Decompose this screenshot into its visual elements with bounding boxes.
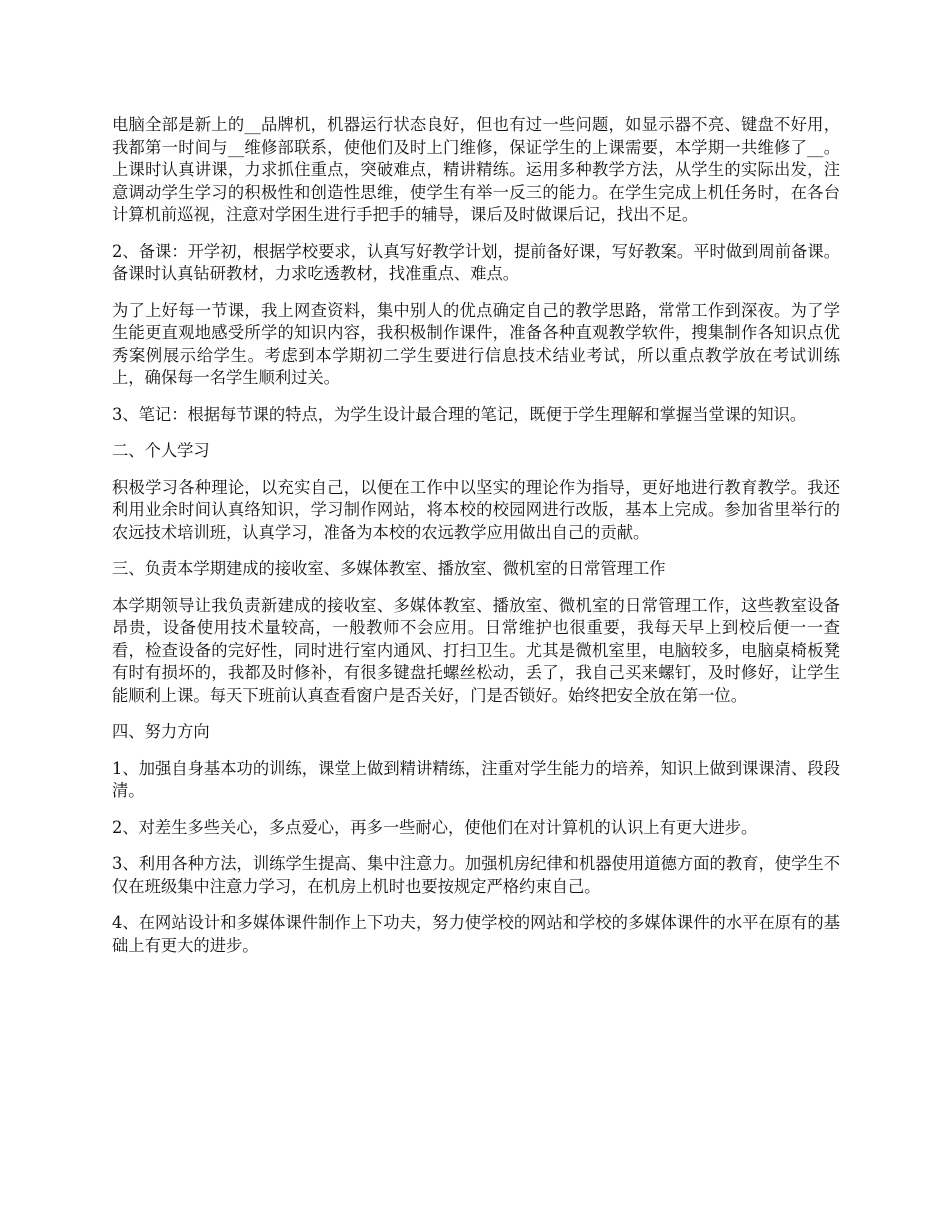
paragraph-direction-1: 1、加强自身基本功的训练，课堂上做到精讲精练，注重对学生能力的培养，知识上做到课课清、段段清。 bbox=[112, 758, 840, 800]
heading-personal-study: 二、个人学习 bbox=[112, 441, 210, 460]
heading-direction: 四、努力方向 bbox=[112, 722, 210, 741]
paragraph-lesson-prep: 2、备课：开学初，根据学校要求，认真写好教学计划，提前备好课，写好教案。平时做到周前备课。备课时认真钻研教材，力求吃透教材，找准重点、难点。 bbox=[112, 241, 840, 283]
paragraph-direction-4: 4、在网站设计和多媒体课件制作上下功夫，努力使学校的网站和学校的多媒体课件的水平在原有的基础上有更大的进步。 bbox=[112, 913, 840, 955]
paragraph-room-management: 本学期领导让我负责新建成的接收室、多媒体教室、播放室、微机室的日常管理工作，这些教室设备昂贵，设备使用技术量较高，一般教师不会应用。日常维护也很重要，我每天早上到校后便一一查看，检查设备的完好性，同时进行室内通风、打扫卫生。尤其是微机室里，电脑较多，电脑桌椅板凳有时有损坏的，我都及时修补，有很多键盘托螺丝松动，丢了，我自己买来螺钉，及时修好，让学生能顺利上课。每天下班前认真查看窗户是否关好，门是否锁好。始终把安全放在第一位。 bbox=[112, 595, 840, 705]
paragraph-personal-study: 积极学习各种理论，以充实自己，以便在工作中以坚实的理论作为指导，更好地进行教育教学。我还利用业余时间认真络知识，学习制作网站，将本校的校园网进行改版，基本上完成。参加省里举行的农远技术培训班，认真学习，准备为本校的农远教学应用做出自己的贡献。 bbox=[112, 477, 840, 542]
paragraph-direction-2: 2、对差生多些关心，多点爱心，再多一些耐心，使他们在对计算机的认识上有更大进步。 bbox=[112, 817, 758, 837]
paragraph-computer-maintenance: 电脑全部是新上的__品牌机，机器运行状态良好，但也有过一些问题，如显示器不亮、键盘不好用，我都第一时间与__维修部联系，使他们及时上门维修，保证学生的上课需要，本学期一共维修了__。上课时认真讲课，力求抓住重点，突破难点，精讲精练。运用多种教学方法，从学生的实际出发，注意调动学生学习的积极性和创造性思维，使学生有举一反三的能力。在学生完成上机任务时，在各台计算机前巡视，注意对学困生进行手把手的辅导，课后及时做课后记，找出不足。 bbox=[112, 115, 840, 224]
paragraph-direction-3: 3、利用各种方法，训练学生提高、集中注意力。加强机房纪律和机器使用道德方面的教育，使学生不仅在班级集中注意力学习，在机房上机时也要按规定严格约束自己。 bbox=[112, 854, 840, 896]
paragraph-notes: 3、笔记：根据每节课的特点，为学生设计最合理的笔记，既便于学生理解和掌握当堂课的知识。 bbox=[112, 404, 807, 424]
heading-room-management: 三、负责本学期建成的接收室、多媒体教室、播放室、微机室的日常管理工作 bbox=[112, 559, 666, 578]
document-body bbox=[112, 114, 840, 971]
paragraph-lesson-research: 为了上好每一节课，我上网查资料，集中别人的优点确定自己的教学思路，常常工作到深夜。为了学生能更直观地感受所学的知识内容，我积极制作课件，准备各种直观教学软件，搜集制作各知识点优秀案例展示给学生。考虑到本学期初二学生要进行信息技术结业考试，所以重点教学放在考试训练上，确保每一名学生顺利过关。 bbox=[112, 300, 840, 387]
